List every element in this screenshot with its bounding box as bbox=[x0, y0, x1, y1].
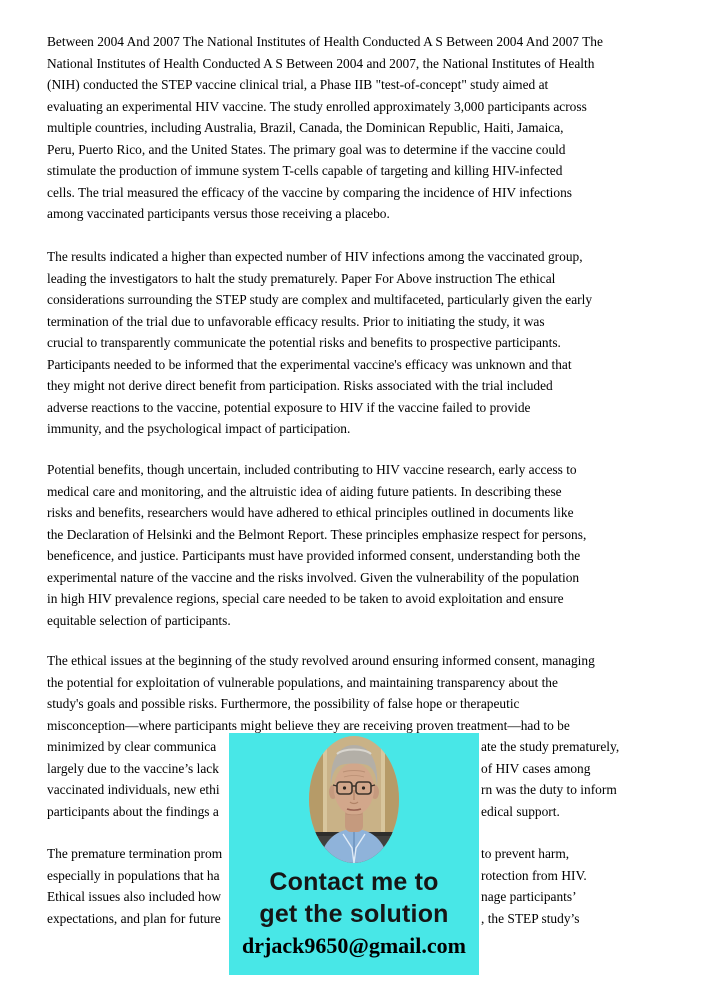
text-line: Potential benefits, though uncertain, included contributing to HIV vaccine research, early access to bbox=[47, 462, 577, 477]
text-line: equitable selection of participants. bbox=[47, 612, 231, 628]
text-line: considerations surrounding the STEP study are complex and multifaceted, particularly given the early bbox=[47, 292, 593, 307]
text-fragment-right: , the STEP study’s bbox=[481, 910, 580, 926]
text-line: cells. The trial measured the efficacy of the vaccine by comparing the incidence of HIV infections bbox=[47, 184, 572, 200]
text-fragment-left: vaccinated individuals, new ethi bbox=[47, 782, 220, 797]
text-fragment-left: largely due to the vaccine’s lack bbox=[47, 760, 219, 776]
text-line: leading the investigators to halt the study prematurely. Paper For Above instruction The ethical bbox=[47, 270, 556, 286]
text-fragment-left: expectations, and plan for future bbox=[47, 910, 221, 926]
text-fragment-right: ate the study prematurely, bbox=[481, 739, 620, 754]
text-line: crucial to transparently communicate the potential risks and benefits to prospective participants. bbox=[47, 335, 561, 350]
text-fragment-left: participants about the findings a bbox=[47, 803, 219, 819]
text-fragment-right: rn was the duty to inform bbox=[481, 782, 617, 797]
text-line: immunity, and the psychological impact of participation. bbox=[47, 421, 351, 436]
text-fragment-left: The premature termination prom bbox=[47, 846, 223, 861]
text-line: the Declaration of Helsinki and the Belmont Report. These principles emphasize respect for persons, bbox=[47, 526, 587, 542]
text-fragment-right: to prevent harm, bbox=[481, 846, 570, 861]
text-line: they might not derive direct benefit from participation. Risks associated with the trial included bbox=[47, 378, 553, 393]
text-line: evaluating an experimental HIV vaccine. The study enrolled approximately 3,000 participants across bbox=[47, 98, 587, 114]
text-line: misconception—where participants might believe they are receiving proven treatment—had to be bbox=[47, 717, 570, 733]
text-fragment-left: Ethical issues also included how bbox=[47, 889, 222, 904]
text-line: Between 2004 And 2007 The National Institutes of Health Conducted A S Between 2004 And 2007 The bbox=[47, 34, 603, 49]
text-line: stimulate the production of immune system T-cells capable of targeting and killing HIV-infected bbox=[47, 163, 563, 178]
text-line: risks and benefits, researchers would have adhered to ethical principles outlined in documents like bbox=[47, 505, 574, 520]
popup-heading-line1: Contact me to bbox=[269, 868, 439, 896]
text-line: in high HIV prevalence regions, special care needed to be taken to avoid exploitation and ensure bbox=[47, 591, 564, 606]
text-line: study's goals and possible risks. Furthermore, the possibility of false hope or therapeutic bbox=[47, 696, 520, 711]
text-line: National Institutes of Health Conducted A S Between 2004 and 2007, the National Institutes of Health bbox=[47, 55, 595, 71]
popup-heading bbox=[229, 866, 479, 930]
text-fragment-left: minimized by clear communica bbox=[47, 739, 217, 754]
text-line: multiple countries, including Australia, Brazil, Canada, the Dominican Republic, Haiti, Jamaica, bbox=[47, 120, 564, 135]
text-line: medical care and monitoring, and the altruistic idea of aiding future patients. In describing these bbox=[47, 483, 562, 499]
text-line: among vaccinated participants versus those receiving a placebo. bbox=[47, 206, 390, 221]
text-line: experimental nature of the vaccine and the risks involved. Given the vulnerability of the population bbox=[47, 569, 580, 585]
text-line: Peru, Puerto Rico, and the United States. The primary goal was to determine if the vaccine could bbox=[47, 141, 566, 157]
text-line: beneficence, and justice. Participants must have provided informed consent, understanding both the bbox=[47, 548, 581, 563]
text-fragment-right: nage participants’ bbox=[481, 889, 577, 904]
portrait-illustration bbox=[309, 736, 399, 863]
contact-popup[interactable] bbox=[229, 733, 479, 975]
text-line: (NIH) conducted the STEP vaccine clinical trial, a Phase IIB "test-of-concept" study aimed at bbox=[47, 77, 549, 92]
popup-heading-line2: get the solution bbox=[259, 900, 449, 928]
text-line: The results indicated a higher than expected number of HIV infections among the vaccinated group, bbox=[47, 249, 583, 264]
text-fragment-right: of HIV cases among bbox=[481, 760, 591, 776]
text-fragment-right: rotection from HIV. bbox=[481, 867, 587, 883]
text-fragment-left: especially in populations that ha bbox=[47, 867, 220, 883]
paragraph-3 bbox=[47, 459, 665, 631]
text-line: Participants needed to be informed that the experimental vaccine's efficacy was unknown and that bbox=[47, 356, 572, 372]
paragraph-2 bbox=[47, 246, 665, 440]
text-line: The ethical issues at the beginning of the study revolved around ensuring informed consent, managing bbox=[47, 653, 595, 668]
text-line: termination of the trial due to unfavorable efficacy results. Prior to initiating the study, it was bbox=[47, 313, 545, 329]
text-line: the potential for exploitation of vulnerable populations, and maintaining transparency about the bbox=[47, 674, 558, 690]
text-fragment-right: edical support. bbox=[481, 803, 560, 819]
text-line: adverse reactions to the vaccine, potential exposure to HIV if the vaccine failed to provide bbox=[47, 399, 531, 415]
contact-email[interactable]: drjack9650@gmail.com bbox=[242, 933, 466, 958]
portrait-photo bbox=[309, 736, 399, 863]
paragraph-1 bbox=[47, 31, 665, 225]
